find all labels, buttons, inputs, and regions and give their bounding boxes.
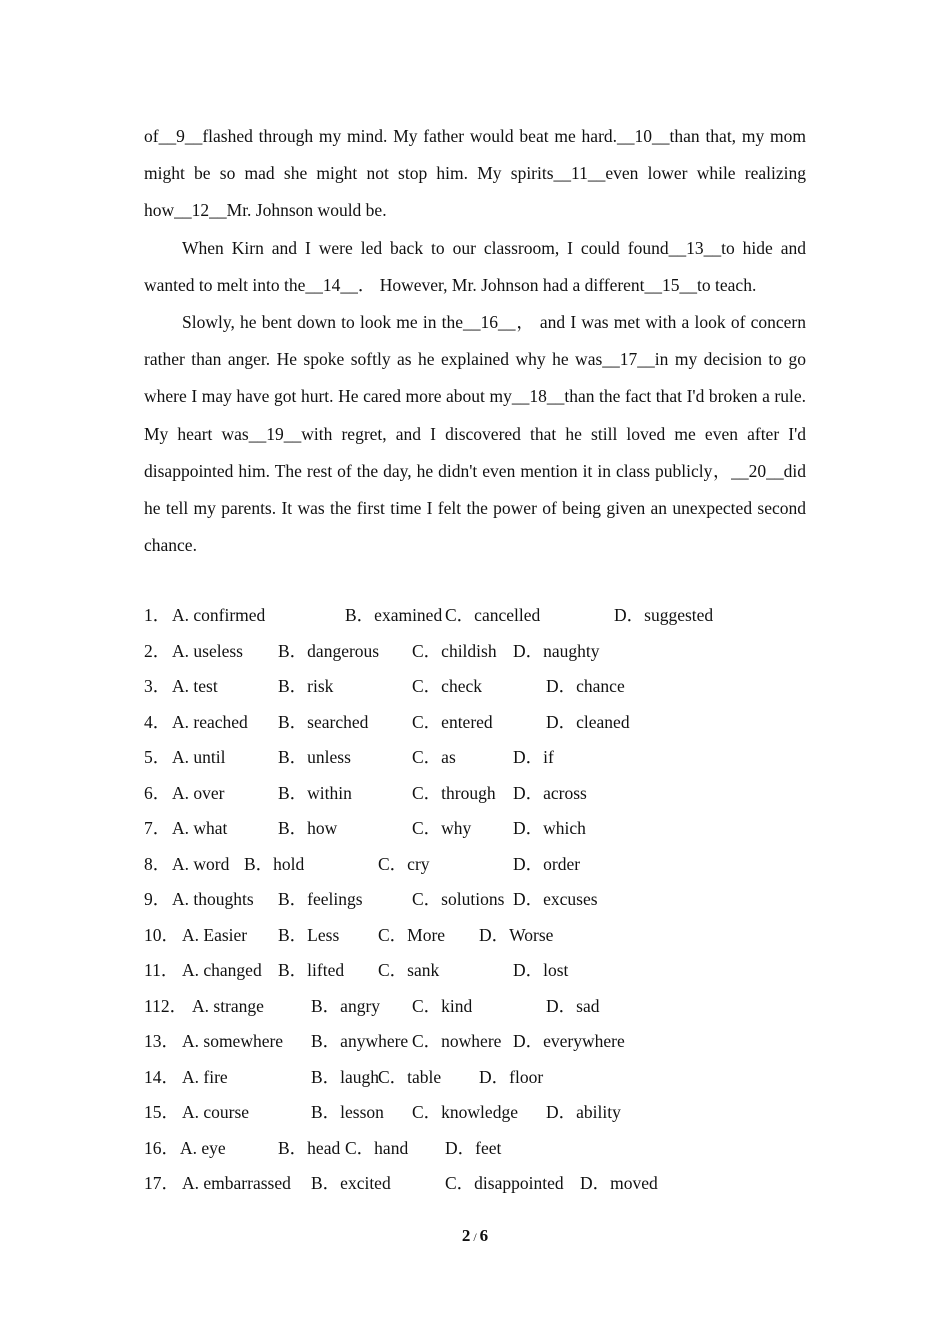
option-d: D．feet bbox=[445, 1137, 502, 1158]
option-d: D．naughty bbox=[513, 640, 600, 661]
option-b: B．angry bbox=[311, 995, 381, 1016]
option-a: A. confirmed bbox=[172, 605, 266, 625]
option-d: D．sad bbox=[546, 995, 600, 1016]
question-row bbox=[144, 1060, 844, 1096]
option-a: A. embarrassed bbox=[182, 1173, 291, 1193]
option-b: B．unless bbox=[278, 747, 351, 767]
option-b: B．Less bbox=[278, 924, 340, 945]
option-c: C．hand bbox=[345, 1137, 409, 1158]
question-row bbox=[144, 634, 844, 670]
option-d: D．ability bbox=[546, 1102, 621, 1122]
paragraph: When Kirn and I were led back to our classroom, I could found__13__to hide and wanted to melt into the__14__． However, Mr. Johnson had a different__15__to teach. bbox=[144, 237, 806, 295]
option-a: A. what bbox=[172, 818, 228, 838]
option-b: B．head bbox=[278, 1137, 341, 1158]
option-b: B．laugh bbox=[311, 1066, 380, 1087]
option-a: A. useless bbox=[172, 640, 243, 661]
question-row bbox=[144, 989, 844, 1025]
question-number: 9． bbox=[144, 889, 171, 909]
option-a: A. eye bbox=[180, 1137, 226, 1158]
question-number: 15． bbox=[144, 1102, 179, 1122]
option-c: C．solutions bbox=[412, 889, 505, 909]
option-c: C．as bbox=[412, 747, 456, 767]
option-d: D．everywhere bbox=[513, 1031, 625, 1051]
question-row bbox=[144, 847, 844, 883]
total-pages: 6 bbox=[479, 1226, 489, 1245]
question-number: 10． bbox=[144, 924, 179, 945]
option-b: B．examined bbox=[345, 605, 443, 625]
option-b: B．feelings bbox=[278, 889, 363, 909]
question-row bbox=[144, 705, 844, 741]
option-a: A. reached bbox=[172, 711, 248, 732]
page-separator: / bbox=[473, 1230, 477, 1244]
question-number: 13． bbox=[144, 1031, 179, 1051]
option-a: A. word bbox=[172, 853, 230, 874]
question-number: 8． bbox=[144, 853, 171, 874]
question-row bbox=[144, 811, 844, 847]
question-number: 11． bbox=[144, 960, 179, 980]
option-c: C．cry bbox=[378, 853, 430, 874]
option-d: D．suggested bbox=[614, 605, 714, 625]
option-b: B．lesson bbox=[311, 1102, 384, 1122]
option-d: D．lost bbox=[513, 960, 569, 980]
option-d: D．excuses bbox=[513, 889, 598, 909]
option-b: B．dangerous bbox=[278, 640, 380, 661]
option-c: C．check bbox=[412, 676, 482, 696]
question-row bbox=[144, 669, 844, 705]
question-row bbox=[144, 776, 844, 812]
option-c: C．childish bbox=[412, 640, 497, 661]
question-number: 7． bbox=[144, 818, 171, 838]
option-a: A. test bbox=[172, 676, 218, 696]
option-c: C．kind bbox=[412, 995, 473, 1016]
question-row bbox=[144, 1024, 844, 1060]
option-b: B．within bbox=[278, 782, 352, 803]
option-a: A. course bbox=[182, 1102, 250, 1122]
option-d: D．chance bbox=[546, 676, 625, 696]
option-d: D．moved bbox=[580, 1173, 658, 1193]
question-number: 5． bbox=[144, 747, 171, 767]
paragraph: of__9__flashed through my mind. My father would beat me hard.__10__than that, my mom might be so mad she might not stop him. My spirits__11__even lower while realizing how__12__Mr. Johnson would be. bbox=[144, 126, 806, 221]
question-number: 2． bbox=[144, 640, 171, 661]
option-a: A. until bbox=[172, 747, 226, 767]
passage bbox=[144, 118, 806, 564]
option-c: C．table bbox=[378, 1066, 442, 1087]
question-row bbox=[144, 598, 844, 634]
option-d: D．floor bbox=[479, 1066, 544, 1087]
option-d: D．cleaned bbox=[546, 711, 630, 732]
option-d: D．if bbox=[513, 747, 554, 767]
question-options bbox=[144, 598, 844, 1202]
option-c: C．entered bbox=[412, 711, 493, 732]
question-number: 6． bbox=[144, 782, 171, 803]
current-page: 2 bbox=[461, 1226, 471, 1245]
option-a: A. Easier bbox=[182, 924, 248, 945]
option-a: A. strange bbox=[192, 995, 264, 1016]
option-d: D．which bbox=[513, 818, 586, 838]
question-row bbox=[144, 1131, 844, 1167]
option-c: C．knowledge bbox=[412, 1102, 518, 1122]
option-b: B．how bbox=[278, 818, 338, 838]
option-d: D．across bbox=[513, 782, 587, 803]
option-a: A. fire bbox=[182, 1066, 228, 1087]
question-row bbox=[144, 1095, 844, 1131]
question-row bbox=[144, 882, 844, 918]
option-a: A. changed bbox=[182, 960, 262, 980]
option-b: B．searched bbox=[278, 711, 369, 732]
question-number: 112． bbox=[144, 995, 188, 1016]
option-b: B．anywhere bbox=[311, 1031, 409, 1051]
option-d: D．Worse bbox=[479, 924, 554, 945]
option-d: D．order bbox=[513, 853, 581, 874]
option-b: B．hold bbox=[244, 853, 305, 874]
option-c: C．disappointed bbox=[445, 1173, 564, 1193]
option-b: B．risk bbox=[278, 676, 334, 696]
option-c: C．More bbox=[378, 924, 446, 945]
question-row bbox=[144, 740, 844, 776]
question-number: 14． bbox=[144, 1066, 179, 1087]
question-number: 1． bbox=[144, 605, 171, 625]
option-c: C．why bbox=[412, 818, 472, 838]
paragraph: Slowly, he bent down to look me in the__16__， and I was met with a look of concern rather than anger. He spoke softly as he explained why he was__17__in my decision to go where I may have got hurt. He cared more about my__18__than the fact that I'd broken a rule. My heart was__19__with regret, and I discovered that he still loved me even after I'd disappointed him. The rest of the day, he didn't even mention it in class publicly，__20__did he tell my parents. It was the first time I felt the power of being given an unexpected second chance. bbox=[144, 312, 806, 556]
option-c: C．through bbox=[412, 782, 496, 803]
question-number: 4． bbox=[144, 711, 171, 732]
question-row bbox=[144, 953, 844, 989]
option-a: A. somewhere bbox=[182, 1031, 284, 1051]
option-b: B．lifted bbox=[278, 960, 345, 980]
question-number: 3． bbox=[144, 676, 171, 696]
question-number: 17． bbox=[144, 1173, 179, 1193]
question-row bbox=[144, 1166, 844, 1202]
option-c: C．sank bbox=[378, 960, 440, 980]
page-number bbox=[0, 1226, 950, 1246]
question-number: 16． bbox=[144, 1137, 179, 1158]
option-a: A. thoughts bbox=[172, 889, 254, 909]
option-c: C．nowhere bbox=[412, 1031, 502, 1051]
question-row bbox=[144, 918, 844, 954]
option-b: B．excited bbox=[311, 1173, 391, 1193]
option-a: A. over bbox=[172, 782, 225, 803]
option-c: C．cancelled bbox=[445, 605, 541, 625]
